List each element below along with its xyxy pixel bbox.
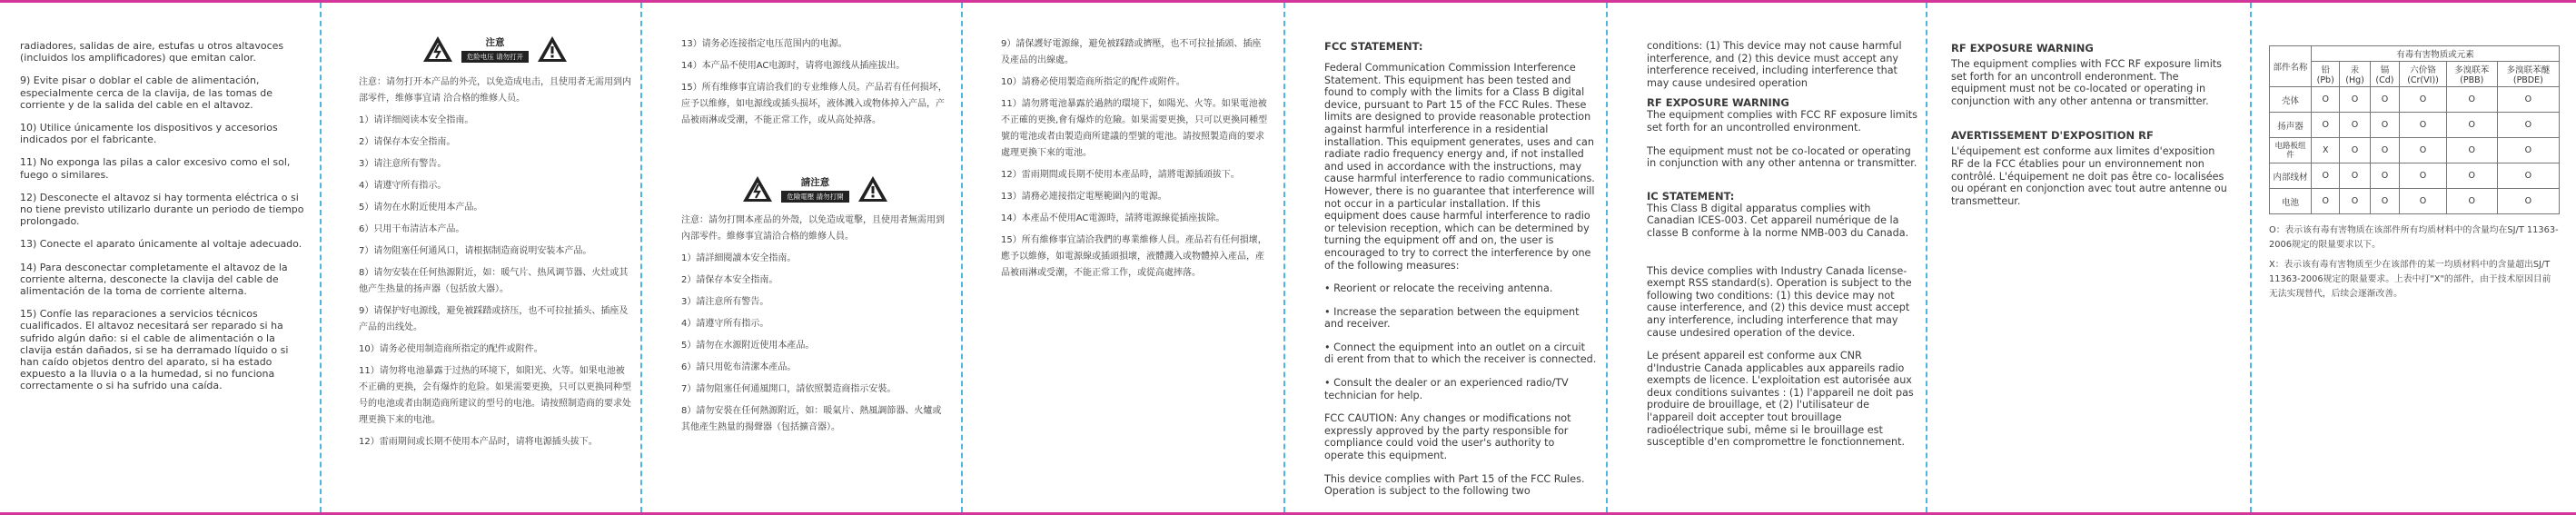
- caution-label: [359, 35, 631, 64]
- table-column-header: 多溴联苯 (PBB): [2446, 62, 2497, 87]
- list-item: 10）請務必使用製造商所指定的配件或附件。: [1001, 77, 1185, 87]
- table-row: 内部线材 O O O O O O: [2270, 163, 2560, 189]
- electric-shock-triangle-icon: [741, 174, 774, 203]
- list-item: 1）请详细阅读本安全指南。: [359, 115, 474, 125]
- paragraph: L'équipement est conforme aux limites d'exposition RF de la FCC établies pour un environnement non contrôlé. L'équipement ne doit pas être co- localisées ou opérant en conjonction avec tout autre antenne ou transmetteur.: [1951, 145, 2227, 207]
- table-column-header: 汞 (Hg): [2340, 62, 2370, 87]
- traditional-chinese-column: [681, 36, 949, 441]
- paragraph: radiadores, salidas de aire, estufas u otros altavoces (incluidos los amplificadores) que emitan calor.: [20, 40, 284, 64]
- fold-line: [961, 3, 963, 512]
- list-item: 10）请务必使用制造商所指定的配件或附件。: [359, 344, 543, 354]
- list-item: 12）雷雨期間或長期不使用本產品時，請將電源插頭拔下。: [1001, 170, 1240, 180]
- list-item: 14）本產品不使用AC電源時，請將電源線從插座拔除。: [1001, 213, 1225, 223]
- warning-triangle-icon: [536, 35, 569, 64]
- hazardous-substances-table: [2269, 45, 2560, 214]
- list-item: 8）请勿安装在任何热源附近，如：暖气片、热风调节器、火灶或其他产生热量的扬声器（包括放大器）。: [359, 268, 629, 294]
- spanish-safety-column: [20, 40, 309, 403]
- paragraph: This device complies with Industry Canada license-exempt RSS standard(s). Operation is subject to the following two conditions: (1) this device may not cause interference, and (2) this device must accept any interference, including interference that may cause undesired operation of the device.: [1647, 264, 1912, 339]
- table-legend: O：表示该有毒有害物质在该部件所有均质材料中的含量均在SJ/T 11363-2006规定的限量要求以下。: [2269, 225, 2559, 250]
- paragraph: FCC CAUTION: Any changes or modifications not expressly approved by the party responsible for compliance could void the user's authority to operate this equipment.: [1324, 412, 1571, 462]
- list-item: 1）請詳細閱讀本安全指南。: [681, 253, 797, 263]
- list-item: 11）请勿将电池暴露于过热的环境下，如阳光、火等。如果电池被不正确的更换，会有爆炸的危险。如果需要更换，只可以更换同种型号的电池或者由制造商所建议的型号的电池。请按照制造商的要求处理更换下来的电池。: [359, 366, 631, 425]
- list-item: 15）所有維修事宜請洽我們的專業維修人員。產品若有任何損壞，應予以維修，如電源線或插頭損壞，液體濺入或物體掉入產品，產品被雨淋或受潮，不能正常工作，或從高處摔落。: [1001, 235, 1267, 278]
- paragraph: The equipment complies with FCC RF exposure limits set forth for an uncontrolled environment.: [1647, 109, 1918, 134]
- warning-triangle-icon: [857, 174, 889, 203]
- paragraph: 14) Para desconectar completamente el altavoz de la corriente alterna, desconecte la clavija del cable de alimentación de la toma de corriente alterna.: [20, 261, 288, 298]
- electric-shock-triangle-icon: [421, 35, 454, 64]
- table-row: 电路板组件 X O O O O O: [2270, 138, 2560, 163]
- table-column-header: 铅 (Pb): [2312, 62, 2340, 87]
- paragraph: 15) Confíe las reparaciones a servicios técnicos cualificados. El altavoz necesitará ser reparado si ha sufrido algún daño: si el cable de alimentación o la clavija están dañados, si se ha derramado líquido o si han caído objetos dentro del aparato, si ha estado expuesto a la lluvia o a la humedad, si no funciona correctamente o si ha sufrido una caída.: [20, 308, 289, 392]
- section-heading: RF EXPOSURE WARNING: [1647, 96, 1789, 110]
- list-item: 6）請只用乾布清潔本產品。: [681, 362, 797, 372]
- traditional-chinese-column-continued: [1001, 36, 1270, 287]
- table-column-header: 多溴联苯醚 (PBDE): [2497, 62, 2559, 87]
- table-group-header: 有毒有害物质或元素: [2312, 46, 2560, 62]
- fold-line: [320, 3, 322, 512]
- caution-label: [681, 174, 949, 203]
- paragraph: 11) No exponga las pilas a calor excesivo como el sol, fuego o similares.: [20, 156, 291, 181]
- fold-line: [1283, 3, 1285, 512]
- paragraph: 12) Desconecte el altavoz si hay tormenta eléctrica o si no tiene previsto utilizarlo durante un periodo de tiempo prolongado.: [20, 191, 304, 228]
- list-item: 4）請遵守所有指示。: [681, 319, 769, 329]
- section-heading: IC STATEMENT:: [1647, 189, 1735, 203]
- bullet-item: • Increase the separation between the equipment and receiver.: [1324, 305, 1580, 331]
- fold-line: [1926, 3, 1927, 512]
- list-item: 2）请保存本安全指南。: [359, 137, 456, 147]
- list-item: 2）請保存本安全指南。: [681, 275, 778, 285]
- hazardous-substances-column: [2269, 45, 2569, 302]
- list-item: 5）請勿在水源附近使用本產品。: [681, 341, 815, 351]
- list-item: 7）请勿阻塞任何通风口，请根据制造商说明安装本产品。: [359, 246, 592, 256]
- table-corner-header: 部件名称: [2270, 46, 2312, 87]
- list-item: 3）请注意所有警告。: [359, 159, 447, 169]
- section-heading: FCC STATEMENT:: [1324, 40, 1423, 53]
- paragraph: The equipment complies with FCC RF exposure limits set forth for an uncontroll enderonment. The equipment must not be co-located or operating in conjunction with any other antenna or transmitter.: [1951, 58, 2223, 107]
- list-item: 15）所有维修事宜请洽我们的专业维修人员。产品若有任何损坏，应予以维修，如电源线或插头损坏，液体溅入或物体掉入产品，产品被雨淋或受潮，不能正常工作，或从高处掉落。: [681, 83, 947, 125]
- paragraph: conditions: (1) This device may not cause harmful interference, and (2) this device must accept any interference received, including interference that may cause undesired operation: [1647, 40, 1902, 89]
- caution-note: 注意：请勿打开本产品的外壳，以免造成电击，且使用者无需用到内部零件，维修事宜请 洽合格的维修人员。: [359, 77, 631, 104]
- top-trim-line: [0, 0, 2576, 3]
- list-item: 7）請勿阻塞任何通風開口，請依照製造商指示安裝。: [681, 384, 897, 394]
- fcc-statement-column: [1324, 40, 1597, 509]
- list-item: 9）請保護好電源線，避免被踩踏或擠壓，也不可拉扯插頭、插座及產品的出線處。: [1001, 39, 1262, 65]
- rf-exposure-column: [1951, 42, 2228, 218]
- fold-line: [640, 3, 642, 512]
- ic-statement-column: [1647, 40, 1917, 460]
- table-row: 扬声器 O O O O O O: [2270, 113, 2560, 138]
- list-item: 8）請勿安裝在任何熱源附近，如：暖氣片、熱風調節器、火爐或其他產生熱量的揚聲器（包括擴音器）。: [681, 406, 942, 432]
- caution-title: 注意: [485, 37, 505, 48]
- table-row: 电池 O O O O O O: [2270, 189, 2560, 214]
- list-item: 3）請注意所有警告。: [681, 297, 769, 307]
- simplified-chinese-column: [359, 35, 631, 456]
- paragraph: Federal Communication Commission Interference Statement. This equipment has been tested and found to comply with the limits for a Class B digital device, pursuant to Part 15 of the FCC Rules. These limits are designed to provide reasonable protection against harmful interference in a residential installation. This equipment generates, uses and can radiate radio frequency energy and, if not installed and used in accordance with the instructions, may cause harmful interference to radio communications. However, there is no guarantee that interference will not occur in a particular installation. If this equipment does cause harmful interference to radio or television reception, which can be determined by turning the equipment off and on, the user is encouraged to try to correct the interference by one of the following measures:: [1324, 62, 1595, 272]
- paragraph: This Class B digital apparatus complies with Canadian ICES-003. Cet appareil numérique de la classe B conforme à la norme NMB-003 du Canada.: [1647, 202, 1909, 239]
- caution-note: 注意：請勿打開本產品的外殼，以免造成電擊，且使用者無需用到內部零件。維修事宜請洽合格的維修人員。: [681, 215, 945, 242]
- section-heading: AVERTISSEMENT D'EXPOSITION RF: [1951, 129, 2154, 143]
- list-item: 4）请遵守所有指示。: [359, 181, 447, 191]
- table-column-header: 六价铬 (Cr(VI)): [2400, 62, 2447, 87]
- bullet-item: • Reorient or relocate the receiving antenna.: [1324, 282, 1553, 295]
- paragraph: Le présent appareil est conforme aux CNR d'Industrie Canada applicables aux appareils radio exempts de licence. L'exploitation est autorisée aux deux conditions suivantes : (1) l'appareil ne doit pas produire de brouillage, et (2) l'utilisateur de l'appareil doit accepter tout brouillage radioélectrique subi, même si le brouillage est susceptible d'en compromettre le fonctionnement.: [1647, 350, 1914, 449]
- list-item: 13）請務必連接指定電壓範圍內的電源。: [1001, 192, 1167, 202]
- fold-line: [2250, 3, 2252, 512]
- caution-title: 請注意: [800, 177, 830, 188]
- table-legend: X：表示该有毒有害物质至少在该部件的某一均质材料中的含量超出SJ/T 11363-2006规定的限量要求。上表中打"X"的部件，由于技术原因目前无法实现替代，后续会逐渐改善。: [2269, 260, 2551, 299]
- paragraph: 13) Conecte el aparato únicamente al voltaje adecuado.: [20, 238, 302, 251]
- caution-bar: 危險電壓 請勿打開: [781, 191, 848, 203]
- table-column-header: 镉 (Cd): [2370, 62, 2400, 87]
- list-item: 9）请保护好电源线，避免被踩踏或挤压，也不可拉扯插头、插座及产品的出线处。: [359, 306, 629, 332]
- caution-bar: 危险电压 请勿打开: [461, 51, 529, 63]
- list-item: 6）只用干布清洁本产品。: [359, 224, 465, 234]
- bullet-item: • Consult the dealer or an experienced radio/TV technician for help.: [1324, 377, 1569, 401]
- paragraph: 9) Evite pisar o doblar el cable de alimentación, especialmente cerca de la clavija, de las tomas de corriente y de la salida del cable en el altavoz.: [20, 74, 273, 111]
- paragraph: The equipment must not be co-located or operating in conjunction with any other antenna or transmitter.: [1647, 144, 1917, 170]
- table-row: 壳体 O O O O O O: [2270, 87, 2560, 113]
- list-item: 5）请勿在水附近使用本产品。: [359, 203, 483, 213]
- fold-line: [1606, 3, 1608, 512]
- paragraph: This device complies with Part 15 of the FCC Rules. Operation is subject to the following two: [1324, 472, 1585, 498]
- list-item: 11）請勿將電池暴露於過熱的環境下，如陽光、火等。如果電池被不正確的更換,會有爆炸的危險。如果需要更換，只可以更換同種型號的電池或者由製造商所建議的型號的電池。請按照製造商的要求處理更換下來的電池。: [1001, 99, 1268, 158]
- list-item: 14）本产品不使用AC电源时，请将电源线从插座拔出。: [681, 61, 906, 71]
- bullet-item: • Connect the equipment into an outlet on a circuit di erent from that to which the receiver is connected.: [1324, 341, 1597, 366]
- section-heading: RF EXPOSURE WARNING: [1951, 42, 2094, 54]
- list-item: 13）请务必连接指定电压范围内的电源。: [681, 39, 847, 49]
- paragraph: 10) Utilice únicamente los dispositivos y accesorios indicados por el fabricante.: [20, 122, 278, 146]
- list-item: 12）雷雨期间或长期不使用本产品时，请将电源插头拔下。: [359, 437, 598, 447]
